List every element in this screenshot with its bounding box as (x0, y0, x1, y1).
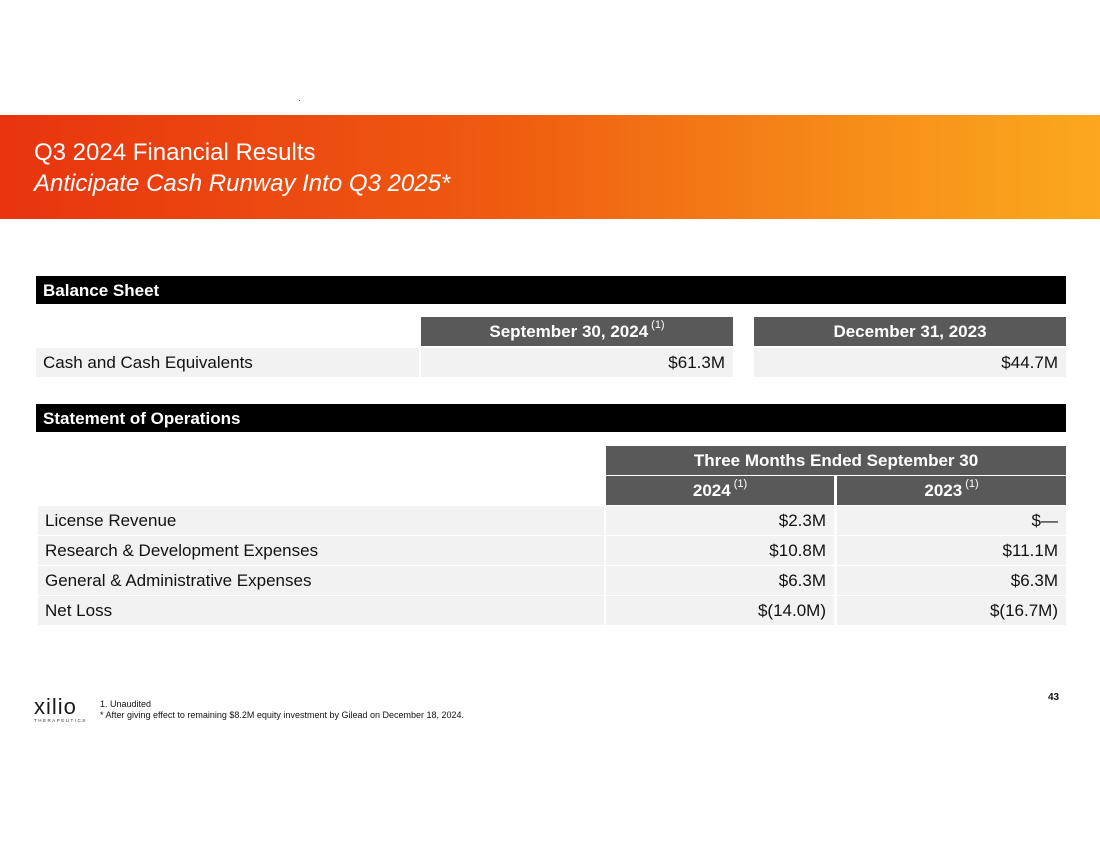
balance-col-sep-2024-label: September 30, 2024 (489, 322, 649, 341)
title-banner (0, 115, 1100, 219)
stray-dot (299, 100, 300, 101)
ops-col-2024-label: 2024 (692, 481, 731, 500)
cash-value-2023: $44.7M (754, 348, 1066, 377)
ops-row-value-2023: $— (837, 506, 1066, 535)
ops-row-value-2023: $11.1M (837, 536, 1066, 565)
footnote-marker: (1) (651, 319, 665, 331)
logo-wordmark: xilio (34, 694, 77, 719)
ops-row-value-2024: $10.8M (606, 536, 834, 565)
ops-row-label: License Revenue (38, 506, 604, 535)
balance-col-sep-2024 (421, 317, 733, 346)
ops-row-label: Net Loss (38, 596, 604, 625)
cash-label: Cash and Cash Equivalents (36, 348, 419, 377)
logo-subtext: THERAPEUTICS (34, 718, 87, 723)
slide-title: Q3 2024 Financial Results (34, 139, 316, 166)
footnote-marker: (1) (965, 478, 979, 490)
ops-col-2024 (606, 476, 834, 505)
ops-row-value-2024: $(14.0M) (606, 596, 834, 625)
footnote-marker: (1) (733, 478, 748, 490)
ops-row-value-2023: $6.3M (837, 566, 1066, 595)
footnote-unaudited: 1. Unaudited (100, 699, 152, 709)
balance-sheet-header: Balance Sheet (36, 276, 1066, 304)
ops-row-value-2024: $6.3M (606, 566, 834, 595)
ops-group-header: Three Months Ended September 30 (606, 446, 1066, 475)
footnotes (100, 699, 464, 721)
ops-row-label: Research & Development Expenses (38, 536, 604, 565)
balance-col-dec-2023: December 31, 2023 (754, 317, 1066, 346)
xilio-logo (34, 695, 88, 725)
ops-row-value-2023: $(16.7M) (837, 596, 1066, 625)
ops-col-2023 (837, 476, 1066, 505)
slide-subtitle: Anticipate Cash Runway Into Q3 2025* (34, 170, 451, 197)
operations-header: Statement of Operations (36, 404, 1066, 432)
page-number: 43 (1048, 692, 1060, 703)
ops-row-label: General & Administrative Expenses (38, 566, 604, 595)
cash-value-2024: $61.3M (421, 348, 733, 377)
ops-row-value-2024: $2.3M (606, 506, 834, 535)
footnote-gilead: * After giving effect to remaining $8.2M equity investment by Gilead on December 18, 2024. (100, 710, 465, 720)
ops-col-2023-label: 2023 (924, 481, 963, 500)
